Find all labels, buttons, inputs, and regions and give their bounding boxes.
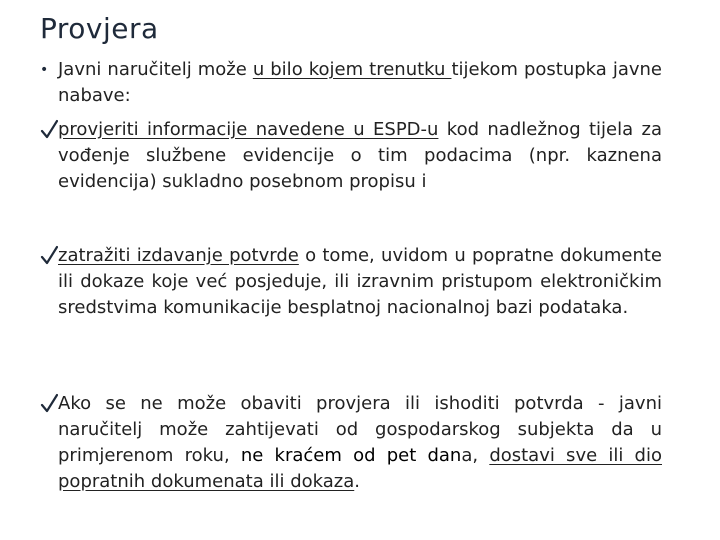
check-text (58, 243, 662, 321)
check-text (58, 391, 662, 495)
check-item-verify (40, 117, 662, 195)
checkmark-icon (40, 243, 58, 269)
slide-title: Provjera (40, 12, 159, 45)
bullet-text-pre: Javni naručitelj može (58, 59, 253, 80)
check-text-post: o tome, uvidom u popratne dokumente ili dokaze koje već posjeduje, ili izravnim pristupom elektroničkim sredstvima komunikacije besplatnoj nacionalnoj bazi podataka. (58, 245, 662, 318)
bullet-dot-icon: • (40, 62, 49, 78)
checkmark-icon (40, 391, 58, 417)
check-text-after-emphasis: a, (461, 445, 490, 466)
checkmark-icon (40, 117, 58, 143)
check-item-request (40, 243, 662, 321)
check-text-underlined: provjeriti informacije navedene u ESPD-u (58, 119, 439, 140)
check-text-pre: Ako se ne može obaviti provjera ili ishoditi potvrda - javni naručitelj može zahtijevati od gospodarskog subjekta da u primjerenom roku, (58, 393, 662, 466)
check-text-underlined: zatražiti izdavanje potvrde (58, 245, 299, 266)
check-text (58, 117, 662, 195)
check-text-post: kod nadležnog tijela za vođenje službene evidencije o tim podacima (npr. kaznena evidencija) sukladno posebnom propisu i (58, 119, 662, 192)
check-text-underlined: dostavi sve ili dio popratnih dokumenata ili dokaza (58, 445, 662, 492)
check-item-fallback (40, 391, 662, 495)
check-text-post: . (354, 471, 360, 492)
bullet-item-intro (40, 57, 662, 109)
bullet-text-post: tijekom postupka javne nabave: (58, 59, 662, 106)
bullet-text-underlined: u bilo kojem trenutku (252, 59, 452, 80)
check-text-emphasis: ne kraćem od pet dan (240, 445, 462, 466)
bullet-text (58, 57, 662, 109)
